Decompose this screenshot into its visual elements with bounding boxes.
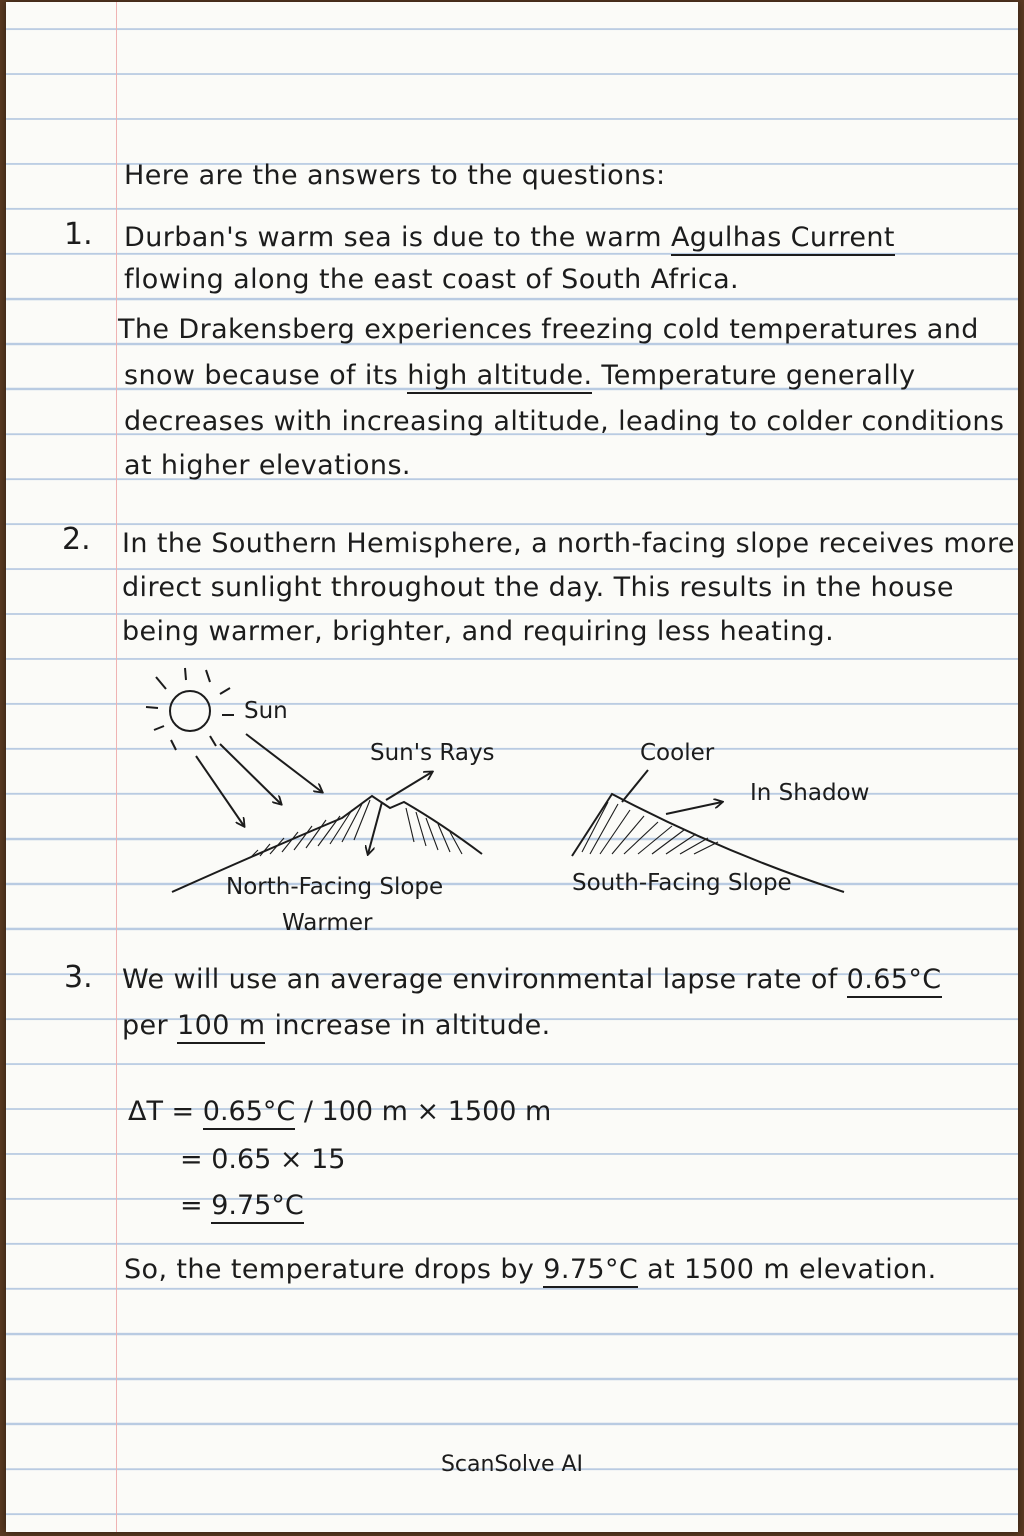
q1-line-2: flowing along the east coast of South Africa. [124,264,740,295]
warmer-label: Warmer [282,910,373,936]
high-altitude-underline: high altitude. [407,360,592,394]
suns-rays-label: Sun's Rays [370,740,495,766]
equation-line-2: = 0.65 × 15 [180,1144,346,1175]
eq-rate-underline: 0.65°C [203,1096,295,1130]
q2-line-1: In the Southern Hemisphere, a north-facing slope receives more [122,528,1015,559]
in-shadow-label: In Shadow [750,780,870,806]
sun-icon [146,668,234,750]
q1-line-1: Durban's warm sea is due to the warm Agulhas Current [124,222,895,253]
agulhas-current-underline: Agulhas Current [671,222,895,256]
equation-line-3: = 9.75°C [180,1190,304,1221]
intro-text: Here are the answers to the questions: [124,160,666,191]
south-slope-label: South-Facing Slope [572,870,792,896]
q1-line-3: The Drakensberg experiences freezing cold temperatures and [118,314,979,345]
lapse-rate-underline: 0.65°C [847,964,942,998]
q1-number: 1. [64,217,93,252]
q1-line-6: at higher elevations. [124,450,411,481]
q3-line-1: We will use an average environmental lapse rate of 0.65°C [122,964,942,995]
eq-result-underline: 9.75°C [211,1190,303,1224]
q1-line-4: snow because of its high altitude. Temperature generally [124,360,916,391]
notebook-page [6,2,1018,1532]
north-slope-label: North-Facing Slope [226,874,444,900]
conclusion-line: So, the temperature drops by 9.75°C at 1500 m elevation. [124,1254,937,1285]
q2-number: 2. [62,522,91,557]
q2-line-3: being warmer, brighter, and requiring less heating. [122,616,835,647]
cooler-label: Cooler [640,740,715,766]
per-100m-underline: 100 m [177,1010,265,1044]
equation-line-1: ΔT = 0.65°C / 100 m × 1500 m [128,1096,551,1127]
brand-footer: ScanSolve AI [440,1452,584,1477]
slope-diagram [6,2,1018,1532]
conclusion-underline: 9.75°C [543,1254,638,1288]
q1-line-5: decreases with increasing altitude, leading to colder conditions [124,406,1005,437]
q3-line-2: per 100 m increase in altitude. [122,1010,551,1041]
q2-line-2: direct sunlight throughout the day. This results in the house [122,572,954,603]
sun-label: Sun [244,698,288,724]
q3-number: 3. [64,960,93,995]
